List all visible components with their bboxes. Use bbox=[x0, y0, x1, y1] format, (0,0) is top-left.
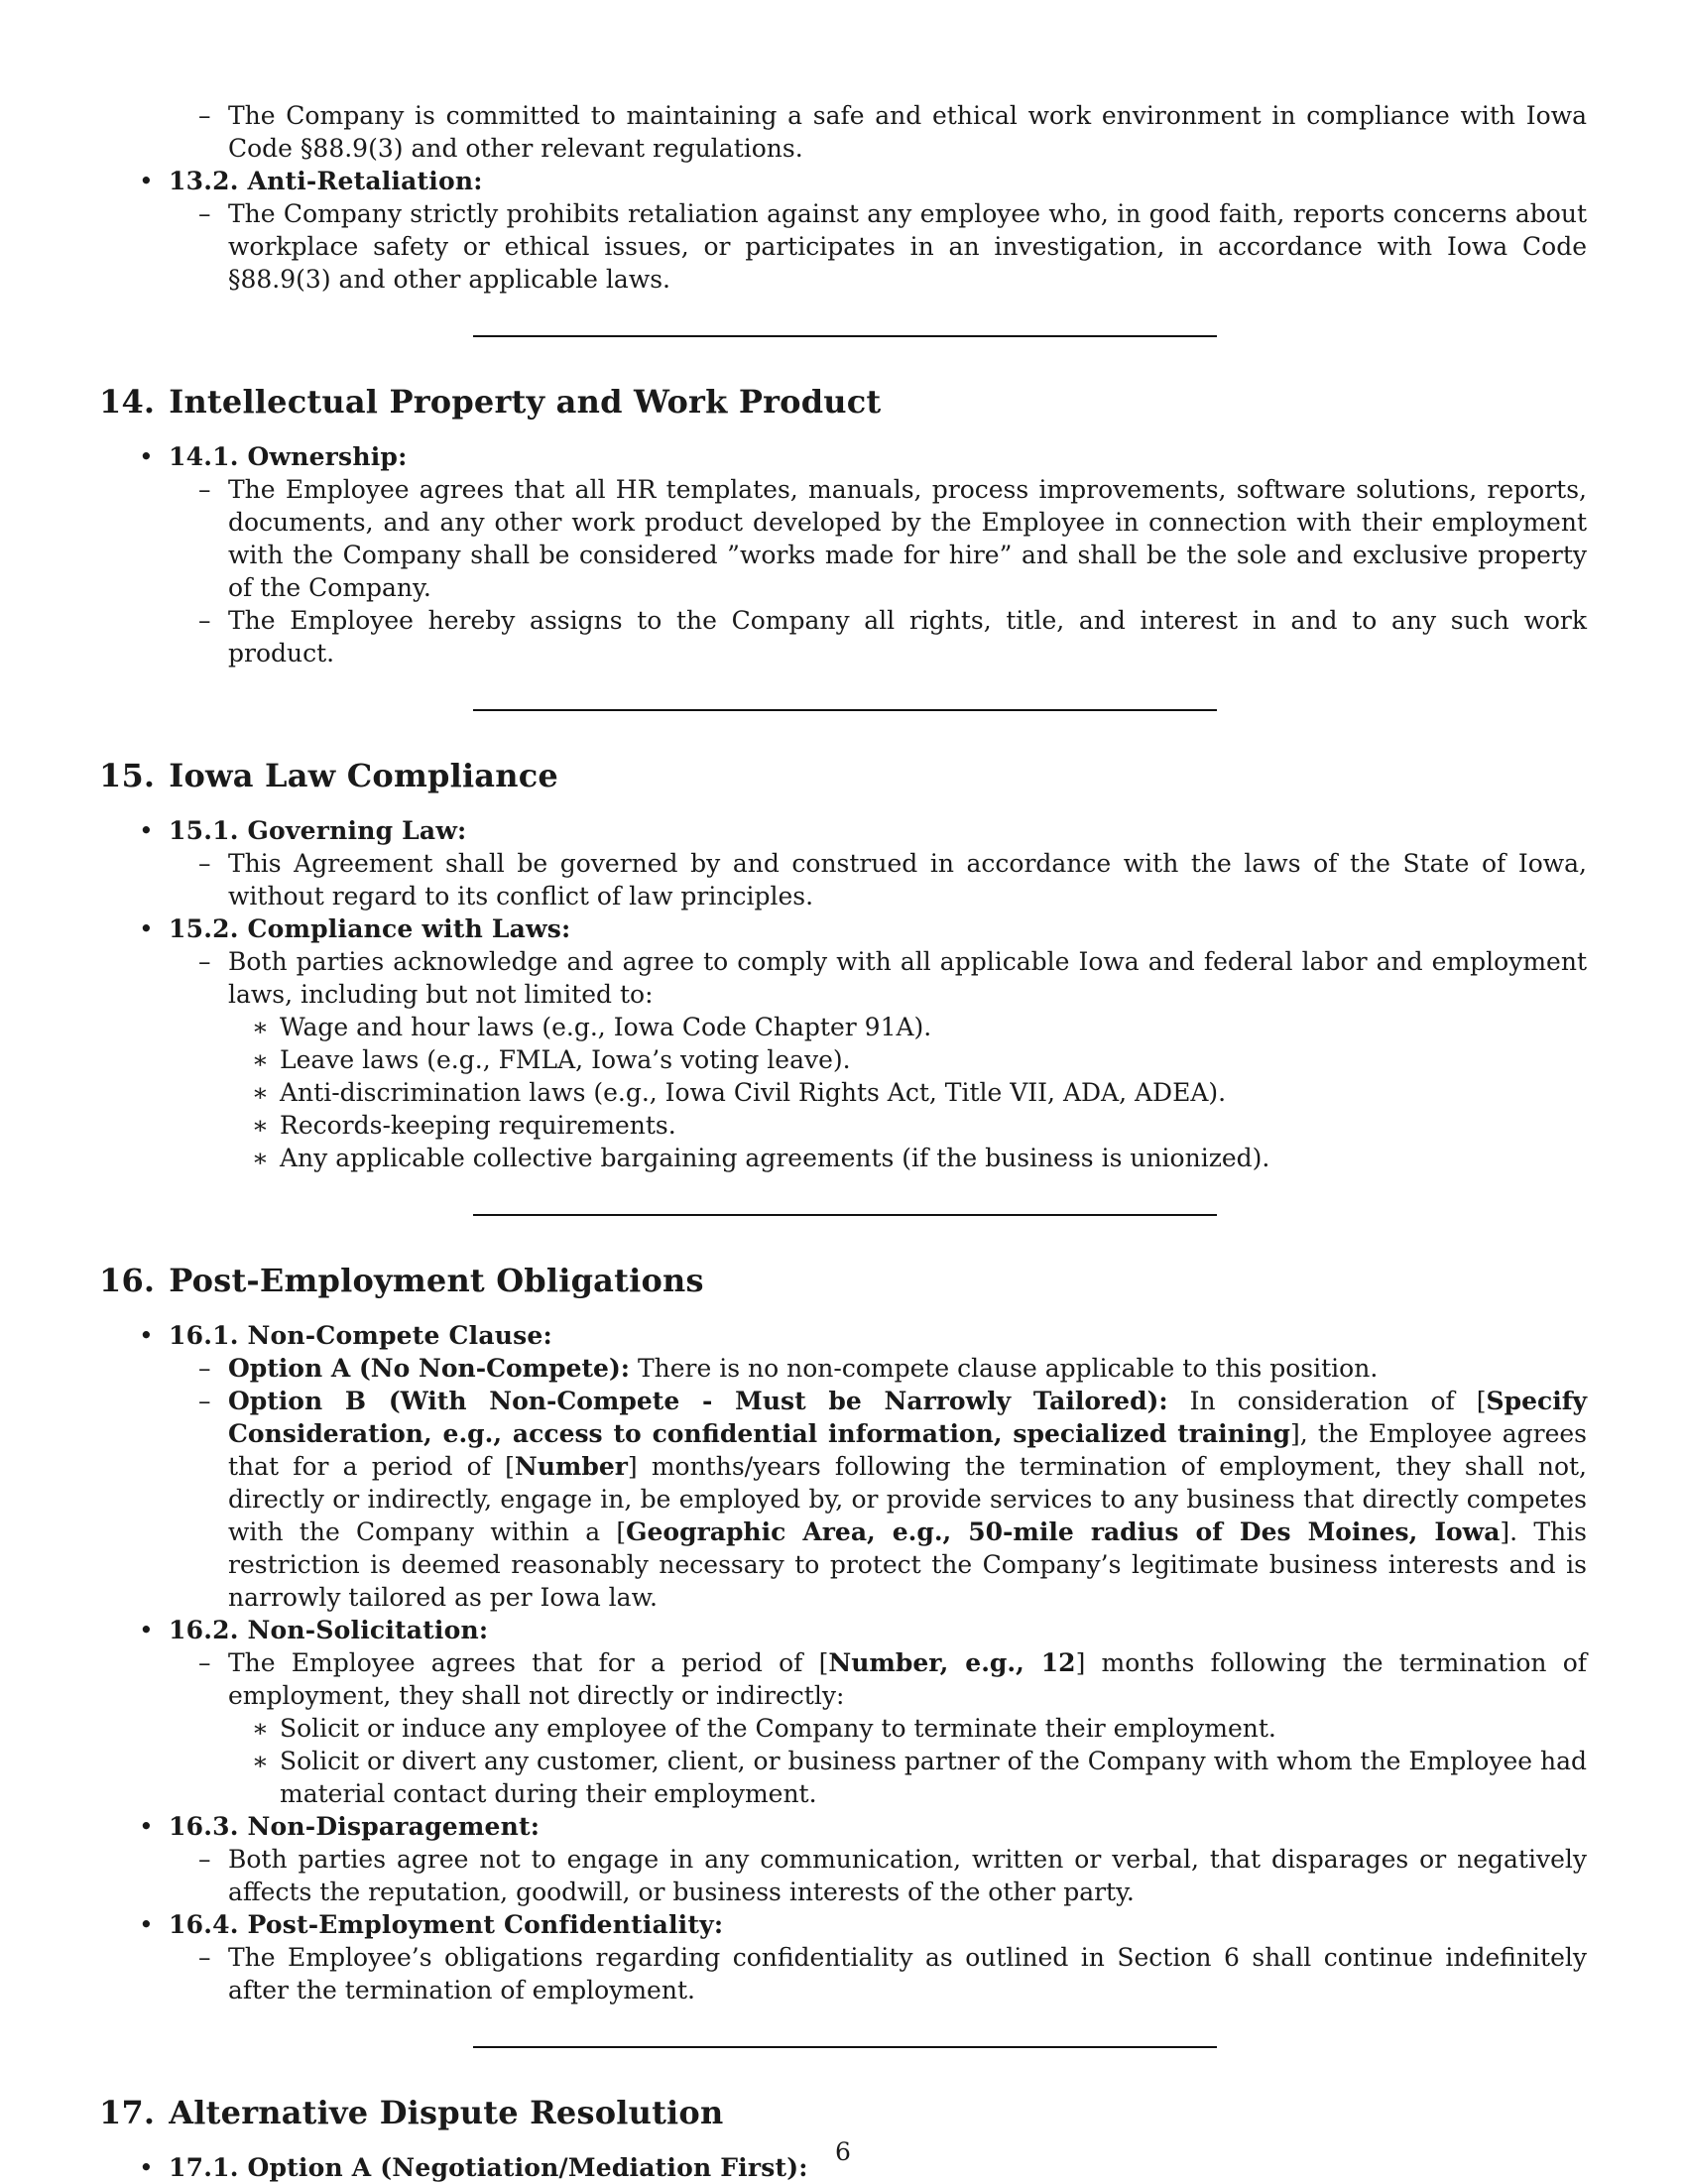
section-heading: 14. Intellectual Property and Work Product bbox=[99, 383, 882, 421]
subsection-title: 16.4. Post-Employment Confidentiality: bbox=[169, 1910, 724, 1939]
section-divider bbox=[473, 335, 1217, 337]
list-item: ∗ Anti-discrimination laws (e.g., Iowa Civil Rights Act, Title VII, ADA, ADEA). bbox=[252, 1078, 1227, 1107]
list-item: ∗ Records-keeping requirements. bbox=[252, 1111, 676, 1140]
list-item: ∗ Solicit or divert any customer, client, or business partner of the Company with whom the Employee had material contact during their employment. bbox=[252, 1747, 1587, 1808]
list-item: – The Employee agrees that all HR templates, manuals, process improvements, software solutions, reports, documents, and any other work product developed by the Employee in connection with their employment with the Company shall be considered ”works made for hire” and shall be the sole and exclusive property of the Company. bbox=[198, 475, 1587, 602]
section-heading: 15. Iowa Law Compliance bbox=[99, 757, 558, 794]
list-item: • 16.2. Non-Solicitation: bbox=[139, 1616, 489, 1644]
section-heading: 17. Alternative Dispute Resolution bbox=[99, 2094, 724, 2131]
list-item: ∗ Wage and hour laws (e.g., Iowa Code Chapter 91A). bbox=[252, 1013, 932, 1041]
list-item: • 15.2. Compliance with Laws: bbox=[139, 914, 571, 943]
subsection-title: 17.1. Option A (Negotiation/Mediation First): bbox=[169, 2153, 808, 2182]
list-item: • 16.4. Post-Employment Confidentiality: bbox=[139, 1910, 724, 1939]
list-item: – Both parties agree not to engage in any communication, written or verbal, that disparages or negatively affects the reputation, goodwill, or business interests of the other party. bbox=[198, 1845, 1587, 1906]
list-item: – Both parties acknowledge and agree to comply with all applicable Iowa and federal labor and employment laws, including but not limited to: bbox=[198, 947, 1587, 1009]
list-item: – The Company strictly prohibits retaliation against any employee who, in good faith, reports concerns about workplace safety or ethical issues, or participates in an investigation, in accordance with Iowa Code §88.9(3) and other applicable laws. bbox=[198, 199, 1587, 294]
subsection-title: 15.1. Governing Law: bbox=[169, 816, 467, 845]
list-item: – The Company is committed to maintaining a safe and ethical work environment in compliance with Iowa Code §88.9(3) and other relevant regulations. bbox=[198, 101, 1587, 163]
list-item: – Option A (No Non-Compete): There is no non-compete clause applicable to this position. bbox=[198, 1354, 1379, 1383]
list-item: • 17.1. Option A (Negotiation/Mediation First): bbox=[139, 2153, 808, 2182]
list-item: • 16.1. Non-Compete Clause: bbox=[139, 1321, 552, 1350]
list-item: – The Employee hereby assigns to the Company all rights, title, and interest in and to any such work product. bbox=[198, 606, 1587, 667]
subsection-title: 13.2. Anti-Retaliation: bbox=[169, 167, 483, 195]
list-item: – This Agreement shall be governed by and construed in accordance with the laws of the State of Iowa, without regard to its conflict of law principles. bbox=[198, 849, 1587, 910]
subsection-title: 16.3. Non-Disparagement: bbox=[169, 1812, 541, 1841]
page-content bbox=[99, 99, 1587, 2184]
list-item: – The Employee agrees that for a period of [Number, e.g., 12] months following the termination of employment, they shall not directly or indirectly: bbox=[198, 1648, 1588, 1710]
list-item: – Option B (With Non-Compete - Must be Narrowly Tailored): In consideration of [Specify Consideration, e.g., access to confidential information, specialized training], the Employee agrees that for a period of [Number] months/years following the termination of employment, they shall not, directly or indirectly, engage in, be employed by, or provide services to any business that directly competes with the Company within a [Geographic Area, e.g., 50-mile radius of Des Moines, Iowa]. This restriction is deemed reasonably necessary to protect the Company’s legitimate business interests and is narrowly tailored as per Iowa law. bbox=[198, 1387, 1587, 1612]
section-heading: 16. Post-Employment Obligations bbox=[99, 1262, 704, 1299]
list-item: ∗ Any applicable collective bargaining agreements (if the business is unionized). bbox=[252, 1144, 1270, 1172]
list-item: • 13.2. Anti-Retaliation: bbox=[139, 167, 483, 195]
page-number: 6 bbox=[835, 2137, 851, 2166]
subsection-title: 16.1. Non-Compete Clause: bbox=[169, 1321, 552, 1350]
list-item: • 16.3. Non-Disparagement: bbox=[139, 1812, 541, 1841]
section-divider bbox=[473, 2046, 1217, 2048]
subsection-title: 15.2. Compliance with Laws: bbox=[169, 914, 571, 943]
section-divider bbox=[473, 709, 1217, 711]
list-item: ∗ Leave laws (e.g., FMLA, Iowa’s voting leave). bbox=[252, 1045, 851, 1074]
list-item: ∗ Solicit or induce any employee of the Company to terminate their employment. bbox=[252, 1714, 1276, 1743]
list-item: – The Employee’s obligations regarding confidentiality as outlined in Section 6 shall continue indefinitely after the termination of employment. bbox=[198, 1943, 1587, 2004]
list-item: • 14.1. Ownership: bbox=[139, 442, 408, 471]
list-item: • 15.1. Governing Law: bbox=[139, 816, 467, 845]
subsection-title: 16.2. Non-Solicitation: bbox=[169, 1616, 489, 1644]
section-divider bbox=[473, 1214, 1217, 1216]
subsection-title: 14.1. Ownership: bbox=[169, 442, 408, 471]
